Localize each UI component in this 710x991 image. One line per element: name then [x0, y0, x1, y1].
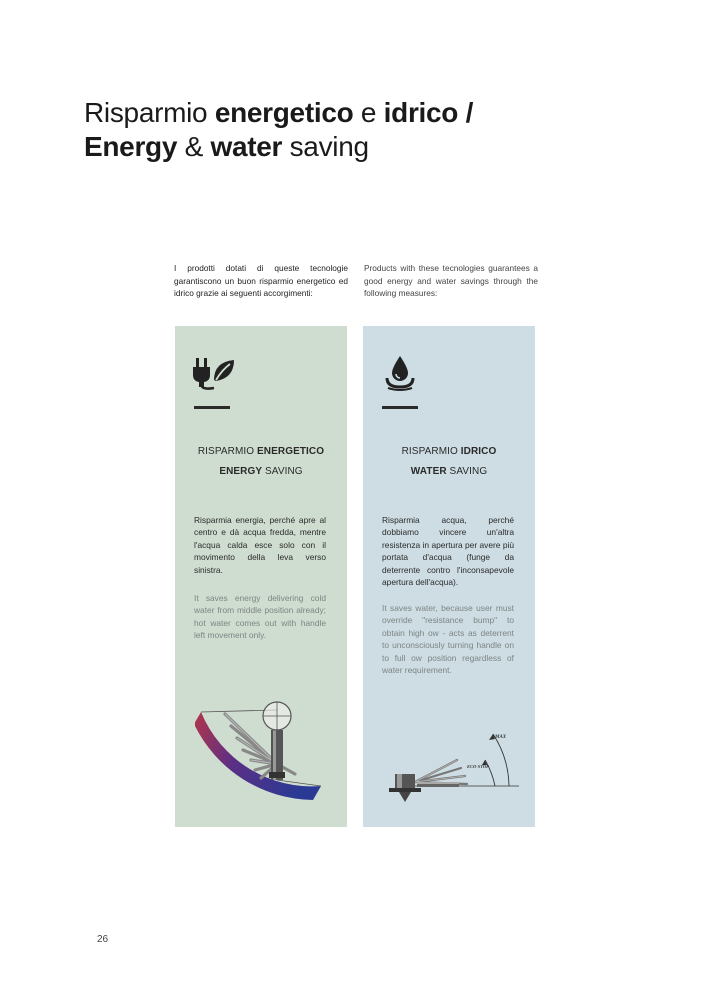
energy-text-en: It saves energy delivering cold water from middle position already; hot water comes out with handle left movement only.: [194, 593, 326, 641]
title-part: Energy: [84, 131, 178, 162]
title-part: &: [177, 131, 211, 162]
plug-leaf-icon: [192, 354, 236, 390]
max-label: MAX: [495, 735, 507, 740]
page-title: [84, 96, 684, 164]
title-part: e: [353, 97, 384, 128]
water-text-en: It saves water, because user must override "resistance bump" to obtain high ow - acts as deterrent to unconsciously turning handle on to full ow position regardless of water requirement.: [382, 603, 514, 676]
energy-title-en: ENERGY SAVING: [219, 466, 303, 477]
water-drop-icon: [380, 354, 424, 394]
title-part: water: [210, 131, 283, 162]
water-text-it: Risparmia acqua, perché dobbiamo vincere un'altra resistenza in apertura per avere più portata d'acqua (funge da deterrente contro l'inconsapevole apertura dell'acqua).: [382, 515, 514, 588]
title-part: idrico /: [383, 97, 474, 128]
energy-saving-panel: [175, 326, 347, 827]
energy-text-it: Risparmia energia, perché apre al centro e dà acqua fredda, mentre l'acqua calda esce solo con il movimento della leva verso sinistra.: [194, 515, 326, 575]
intro-italian: I prodotti dotati di queste tecnologie garantiscono un buon risparmio energetico ed idrico grazie ai seguenti accorgimenti:: [174, 263, 348, 299]
water-saving-panel: [363, 326, 535, 827]
water-title-en: WATER SAVING: [410, 466, 488, 477]
water-title-it: RISPARMIO IDRICO: [401, 446, 497, 457]
divider: [382, 406, 418, 409]
title-part: Risparmio: [84, 97, 215, 128]
energy-lever-diagram: [195, 700, 327, 808]
eco-stop-label: ECO-STOP: [467, 764, 489, 769]
page-number: 26: [97, 934, 109, 945]
title-part: energetico: [214, 97, 354, 128]
energy-title-it: RISPARMIO ENERGETICO: [197, 446, 325, 457]
intro-english: Products with these tecnologies guarantees a good energy and water savings through the following measures:: [364, 263, 538, 299]
title-part: saving: [282, 131, 369, 162]
divider: [194, 406, 230, 409]
water-lever-diagram: [381, 730, 521, 802]
